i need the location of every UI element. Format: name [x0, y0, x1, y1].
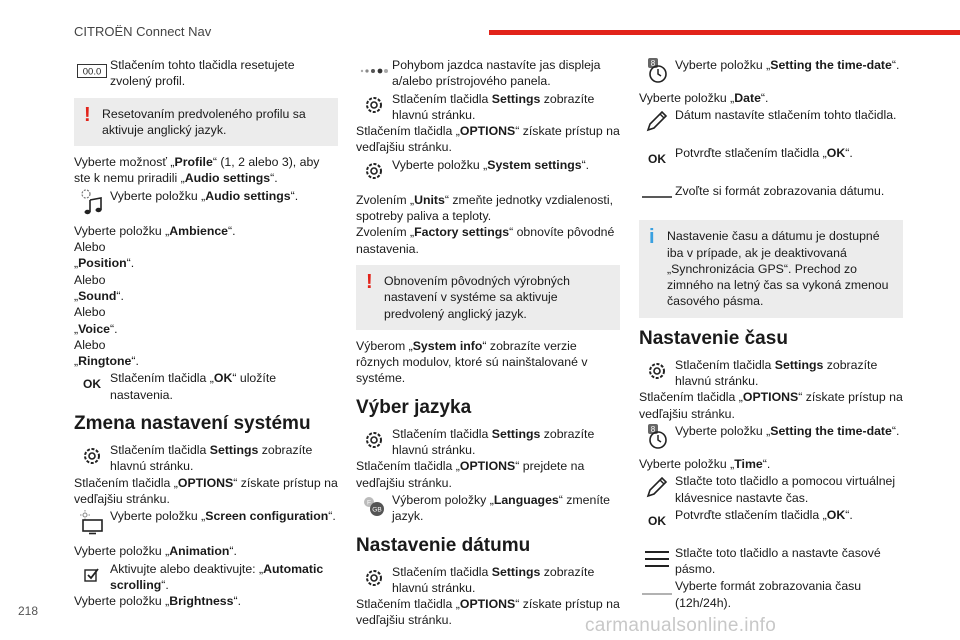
voice-line: „Voice“.: [74, 321, 118, 336]
settings-row: Stlačením tlačidla Settings zobrazíte hlavnú stránku.: [639, 356, 903, 390]
svg-text:00.0: 00.0: [82, 66, 102, 78]
clock-icon: [639, 56, 675, 86]
settings-row: Stlačením tlačidla Settings zobrazíte hlavnú stránku.: [356, 425, 620, 459]
ambience-line: Vyberte položku „Ambience“.: [74, 223, 236, 238]
auto-scroll-row: Aktivujte alebo deaktivujte: „Automatic scrolling“.: [74, 560, 338, 594]
warning-note-reset: [74, 98, 338, 147]
pencil-icon: [639, 472, 675, 502]
header-title: CITROËN Connect Nav: [74, 24, 212, 39]
language-flag-icon: [356, 491, 392, 521]
clock-icon: [639, 422, 675, 452]
screen-config-row: Vyberte položku „Screen configuration“.: [74, 507, 338, 537]
reset-counter-icon: [74, 56, 110, 86]
units-paragraph: Zvolením „Units“ zmeňte jednotky vzdialenosti, spotreby paliva a teploty.: [356, 192, 613, 224]
column-middle: [356, 56, 620, 629]
time-date-row: 8 Vyberte položku „Setting the time-date“.: [639, 56, 903, 86]
audio-settings-row: Vyberte položku „Audio settings“.: [74, 187, 338, 217]
time-line: Vyberte položku „Time“.: [639, 456, 771, 471]
settings-row: Stlačením tlačidla Settings zobrazíte hlavnú stránku.: [356, 90, 620, 124]
header-accent-bar: [489, 30, 960, 35]
brightness-line: Vyberte položku „Brightness“.: [74, 594, 241, 609]
ok-icon: OK: [648, 152, 666, 167]
time-pen-row: Stlačte toto tlačidlo a pomocou virtuálnej klávesnice nastavte čas.: [639, 472, 903, 506]
settings-row: Stlačením tlačidla Settings zobrazíte hlavnú stránku.: [356, 563, 620, 597]
ok-save-row: OK Stlačením tlačidla „OK“ uložíte nastavenia.: [74, 369, 338, 403]
svg-text:8: 8: [650, 424, 656, 434]
settings-row: Stlačením tlačidla Settings zobrazíte hlavnú stránku.: [74, 441, 338, 475]
profile-paragraph: Vyberte možnosť „Profile“ (1, 2 alebo 3), aby ste k nemu priradili „Audio settings“.: [74, 155, 320, 186]
options-line: Stlačením tlačidla „OPTIONS“ získate prístup na vedľajšiu stránku.: [356, 124, 620, 155]
checkbox-checked-icon: [74, 560, 110, 590]
gear-icon: [356, 563, 392, 593]
slider-dots-icon: [356, 56, 392, 86]
heading-date: Nastavenie dátumu: [356, 534, 531, 556]
warning-icon: !: [84, 103, 91, 126]
info-icon: i: [649, 226, 655, 249]
reset-text: Stlačením tohto tlačidla resetujete zvolený profil.: [110, 58, 295, 89]
languages-row: F GB Výberom položky „Languages“ zmeníte jazyk.: [356, 491, 620, 525]
column-right: [639, 56, 903, 611]
pencil-icon: [639, 106, 675, 136]
ok-confirm-row: OK Potvrďte stlačením tlačidla „OK“.: [639, 144, 903, 174]
svg-text:GB: GB: [372, 506, 382, 514]
options-line: Stlačením tlačidla „OPTIONS“ získate prístup na vedľajšiu stránku.: [74, 475, 338, 506]
music-gear-icon: [74, 187, 110, 217]
gear-icon: [356, 156, 392, 186]
options-line: Stlačením tlačidla „OPTIONS“ získate prístup na vedľajšiu stránku.: [639, 390, 903, 421]
watermark-text: carmanualsonline.info: [585, 615, 777, 636]
date-pen-row: Dátum nastavíte stlačením tohto tlačidla.: [639, 106, 903, 136]
gear-icon: [356, 90, 392, 120]
date-format-row: Zvoľte si formát zobrazovania dátumu.: [639, 182, 903, 212]
info-note-gps: i Nastavenie času a dátumu je dostupné iba v prípade, ak je deaktivovaná „Synchronizácia GPS“. Prechod zo zimného na letný čas sa vykoná zmenou časového pásma.: [639, 220, 903, 317]
ok-icon: OK: [83, 377, 101, 392]
gear-icon: [639, 356, 675, 386]
svg-text:8: 8: [650, 59, 656, 68]
format-line-icon: [639, 577, 675, 607]
svg-text:F: F: [367, 499, 371, 507]
time-format-row: Vyberte formát zobrazovania času (12h/24h).: [639, 577, 903, 611]
ok-confirm-row-2: OK Potvrďte stlačením tlačidla „OK“.: [639, 506, 903, 536]
gear-icon: [356, 425, 392, 455]
system-info-paragraph: Výberom „System info“ zobrazíte verzie rôznych modulov, ktoré sú nainštalované v systéme.: [356, 338, 588, 386]
ok-icon: OK: [648, 513, 666, 528]
column-left: 00.0 Stlačením tohto tlačidla resetujete zvolený profil. ! Resetovaním predvoleného profilu sa aktivuje anglický jazyk. Vyberte možnosť „Profile“ (1, 2 alebo 3), aby ste k nemu priradili „Audio settings“. Vyberte položku „Audio settings“. Vyberte položku „Ambience“. Alebo „Position“. Alebo „Sound“. Alebo „Voice“. Alebo „Ringtone“. OK Stlačením tlačidla „OK“ uložíte nastavenia. Zmena nastavení systému Stlačením tlačidla Settings zobrazíte hlavnú stránku. Stlačením tlačidla „OPTIONS“ získate prístup na vedľajšiu stránku. Vyberte položku „Screen configuration“. Vyberte položku „Animation“. Aktivujte alebo deaktivujte: „Automatic scrolling“. Vyberte položku „Brightness“.: [74, 58, 338, 609]
system-settings-row: Vyberte položku „System settings“.: [356, 156, 620, 186]
options-line: Stlačením tlačidla „OPTIONS“ získate prístup na vedľajšiu stránku.: [356, 597, 620, 628]
heading-system-settings: Zmena nastavení systému: [74, 413, 311, 435]
position-line: „Position“.: [74, 256, 135, 271]
page-number: 218: [18, 604, 39, 618]
screen-brightness-icon: [74, 507, 110, 537]
format-line-icon: [639, 182, 675, 212]
driver-brightness-row: Pohybom jazdca nastavíte jas displeja a/alebo prístrojového panela.: [356, 56, 620, 90]
timezone-row: Stlačte toto tlačidlo a nastavte časové pásmo.: [639, 544, 903, 578]
reset-row: [74, 56, 338, 90]
heading-time: Nastavenie času: [639, 327, 788, 349]
warning-text: Resetovaním predvoleného profilu sa aktivuje anglický jazyk.: [102, 106, 306, 137]
time-date-row-2: 8 Vyberte položku „Setting the time-date“.: [639, 422, 903, 452]
menu-lines-icon: [639, 544, 675, 574]
sound-line: „Sound“.: [74, 288, 124, 303]
warning-note-factory: ! Obnovením pôvodných výrobných nastavení v systéme sa aktivuje predvolený anglický jazyk.: [356, 265, 620, 330]
ringtone-line: „Ringtone“.: [74, 354, 139, 369]
warning-icon: !: [366, 270, 373, 293]
options-line: Stlačením tlačidla „OPTIONS“ prejdete na vedľajšiu stránku.: [356, 459, 585, 490]
animation-line: Vyberte položku „Animation“.: [74, 544, 237, 559]
factory-paragraph: Zvolením „Factory settings“ obnovíte pôvodné nastavenia.: [356, 225, 615, 256]
heading-language: Výber jazyka: [356, 396, 472, 418]
date-line: Vyberte položku „Date“.: [639, 91, 769, 105]
gear-icon: [74, 441, 110, 471]
